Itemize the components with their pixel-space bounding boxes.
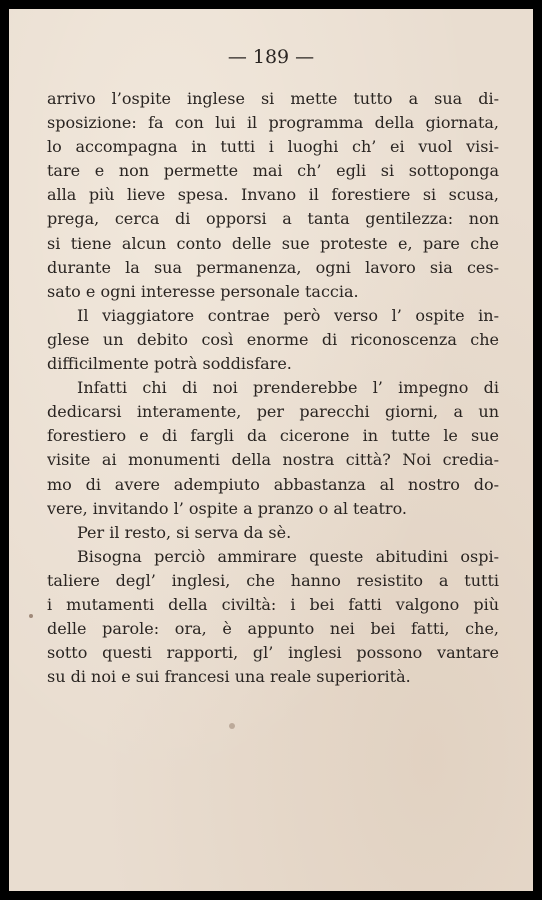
text-line: taliere degl’ inglesi, che hanno resistito a tutti <box>47 570 499 590</box>
text-line: sotto questi rapporti, gl’ inglesi possono vantare <box>47 643 499 663</box>
text-line: dedicarsi interamente, per parecchi giorni, a un <box>47 402 499 422</box>
text-line: Il viaggiatore contrae però verso l’ ospite in- <box>77 305 499 325</box>
text-line: sato e ogni interesse personale taccia. <box>47 281 359 301</box>
book-page <box>9 9 533 891</box>
text-line: tare e non permette mai ch’ egli si sottoponga <box>47 161 499 181</box>
text-line: prega, cerca di opporsi a tanta gentilezza: non <box>47 209 499 229</box>
text-line: lo accompagna in tutti i luoghi ch’ ei vuol visi- <box>47 137 499 157</box>
text-line: durante la sua permanenza, ogni lavoro sia ces- <box>47 257 499 277</box>
paper-speck <box>229 723 235 729</box>
body-text <box>47 87 499 689</box>
text-line: Bisogna perciò ammirare queste abitudini ospi- <box>77 546 499 566</box>
text-line: sposizione: fa con lui il programma della giornata, <box>47 113 499 133</box>
text-line: delle parole: ora, è appunto nei bei fatti, che, <box>47 619 499 639</box>
text-line: visite ai monumenti della nostra città? Noi credia- <box>47 450 499 470</box>
text-line: forestiero e di fargli da cicerone in tutte le sue <box>47 426 499 446</box>
text-line: glese un debito così enorme di riconoscenza che <box>47 329 499 349</box>
text-line: alla più lieve spesa. Invano il forestiere si scusa, <box>47 185 499 205</box>
text-line: su di noi e sui francesi una reale superiorità. <box>47 667 411 687</box>
page-number: — 189 — <box>227 46 315 68</box>
paper-speck <box>29 614 33 618</box>
text-line: Per il resto, si serva da sè. <box>77 522 292 542</box>
text-line: i mutamenti della civiltà: i bei fatti valgono più <box>47 594 499 614</box>
text-line: mo di avere adempiuto abbastanza al nostro do- <box>47 474 499 494</box>
text-line: si tiene alcun conto delle sue proteste e, pare che <box>47 233 499 253</box>
text-line: Infatti chi di noi prenderebbe l’ impegno di <box>77 378 499 398</box>
text-line: arrivo l’ospite inglese si mette tutto a sua di- <box>47 89 499 108</box>
text-line: vere, invitando l’ ospite a pranzo o al teatro. <box>47 498 408 518</box>
text-line: difficilmente potrà soddisfare. <box>47 354 292 374</box>
